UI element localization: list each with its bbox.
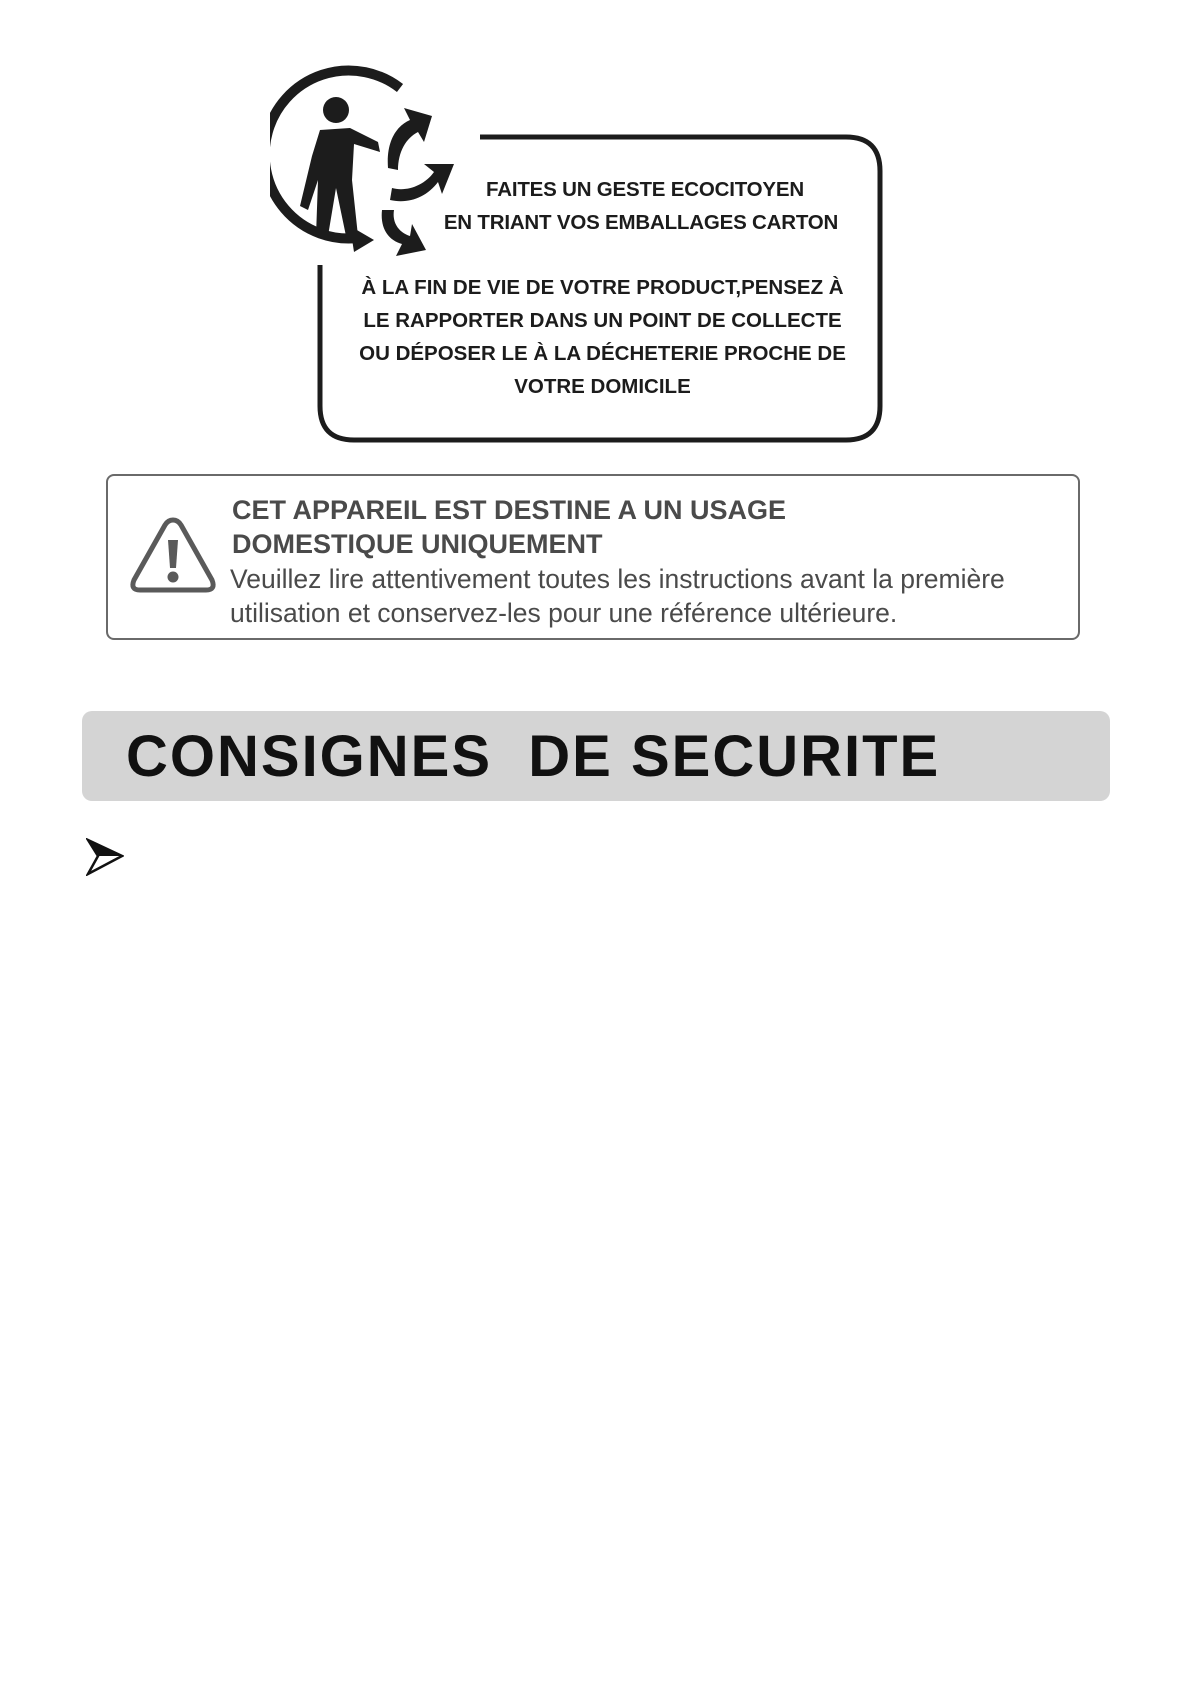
warning-title-line-2: DOMESTIQUE UNIQUEMENT [232, 529, 603, 559]
arrowhead-bullet-icon [86, 838, 124, 876]
warning-title-line-1: CET APPAREIL EST DESTINE A UN USAGE [232, 495, 787, 525]
recycling-message-line: À LA FIN DE VIE DE VOTRE PRODUCT,PENSEZ À [361, 276, 844, 299]
warning-triangle-icon [128, 514, 218, 596]
section-title: CONSIGNES DE SECURITE [126, 724, 941, 789]
warning-text-line-1: Veuillez lire attentivement toutes les instructions avant la première [230, 564, 1005, 594]
section-banner [82, 711, 1110, 801]
recycling-heading-1: FAITES UN GESTE ECOCITOYEN [486, 178, 804, 201]
warning-text-line-2: utilisation et conservez-les pour une référence ultérieure. [230, 598, 898, 628]
domestic-use-warning-box [106, 474, 1080, 640]
recycling-message-line: VOTRE DOMICILE [514, 375, 691, 398]
recycling-heading-2: EN TRIANT VOS EMBALLAGES CARTON [443, 211, 839, 234]
recycling-message-line: OU DÉPOSER LE À LA DÉCHETERIE PROCHE DE [359, 342, 846, 365]
recycling-message-line: LE RAPPORTER DANS UN POINT DE COLLECTE [363, 309, 842, 332]
